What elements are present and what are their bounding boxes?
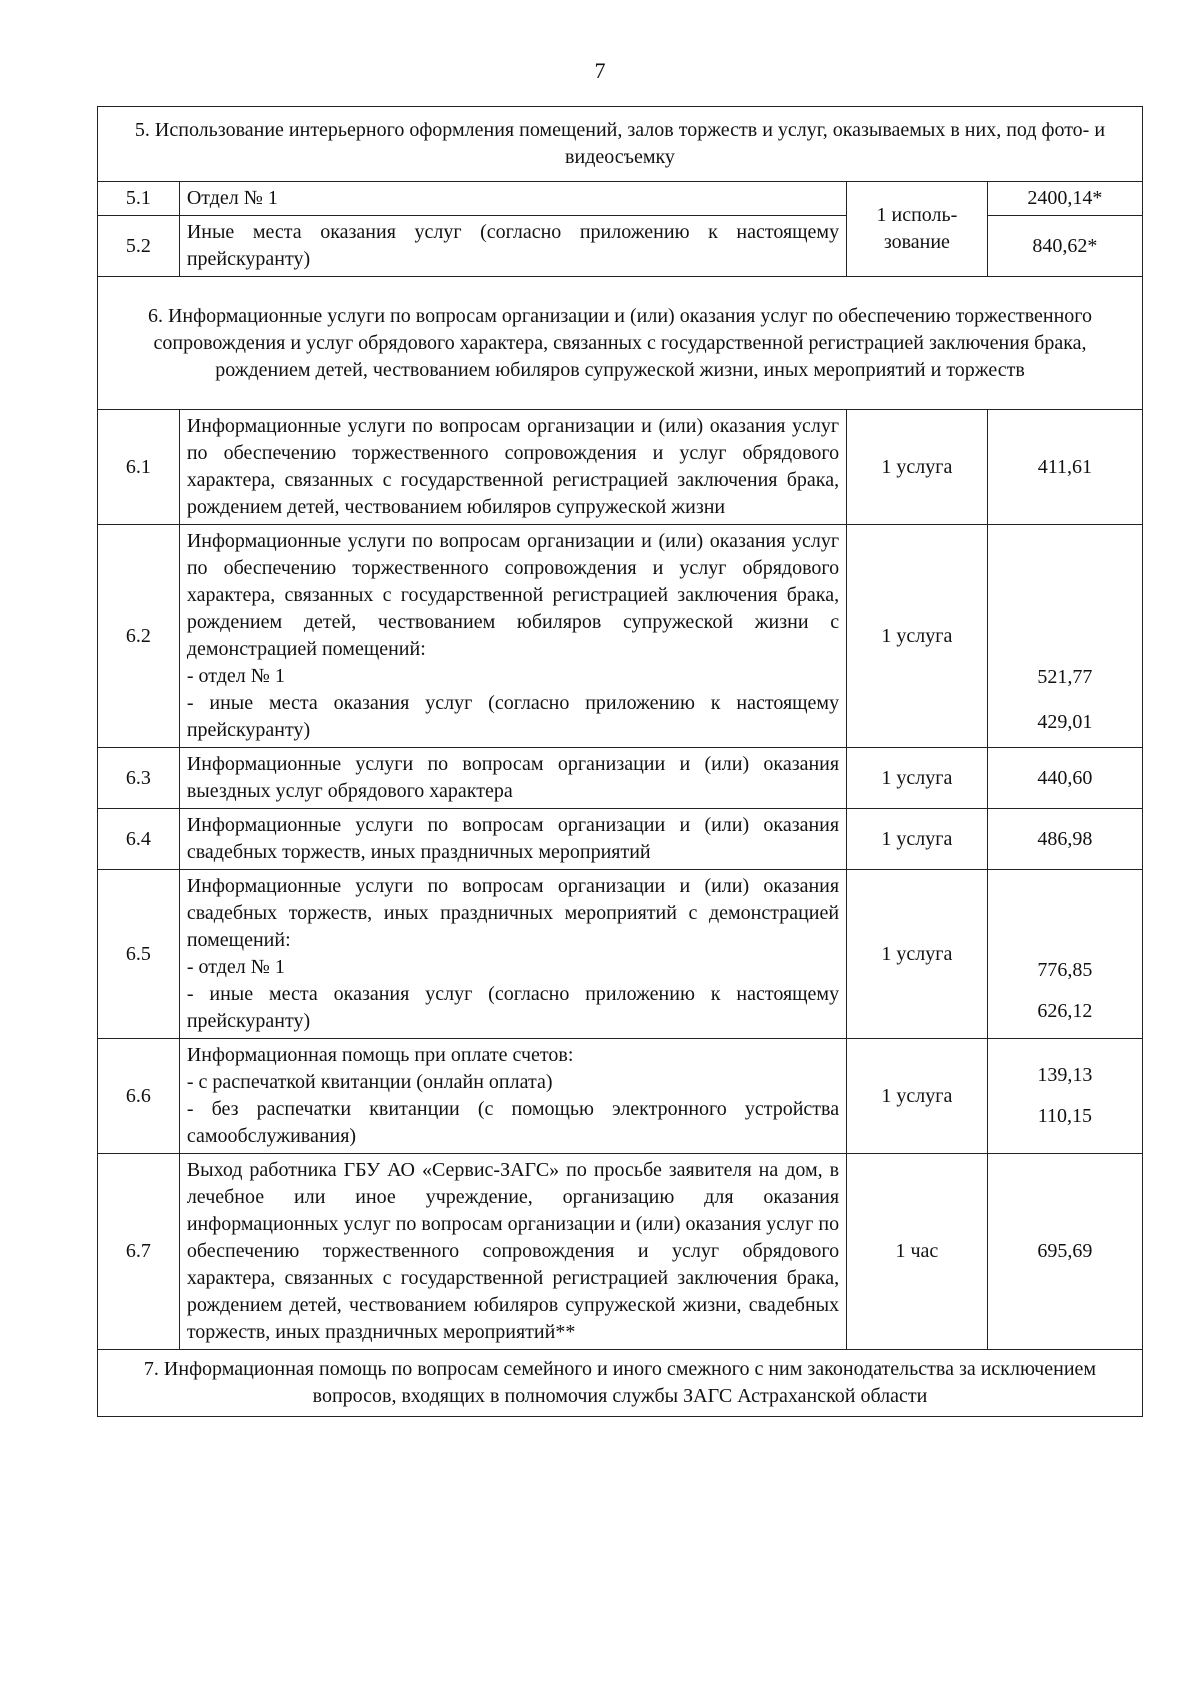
row-price-1: 776,85 [1037, 959, 1093, 981]
row-description: Выход работника ГБУ АО «Сервис-ЗАГС» по просьбе заявителя на дом, в лечебное или иное учреждение, организацию для оказания информационных услуг по вопросам организации и (или) оказания услуг по обеспечению торжественного сопровождения и услуг обрядового характера, связанных с государственной регистрацией заключения брака, рождением детей, чествованием юбиляров супружеской жизни, свадебных торжеств, иных праздничных мероприятий** [179, 1154, 846, 1350]
row-number: 6.5 [98, 870, 180, 1039]
row-description: Иные места оказания услуг (согласно приложению к настоящему прейскуранту) [179, 216, 846, 277]
table-row-6-2 [98, 525, 1143, 748]
row-description: Информационная помощь при оплате счетов: [186, 1044, 574, 1066]
table-row-5-1 [98, 182, 1143, 216]
row-number: 6.6 [98, 1039, 180, 1154]
table-row-6-7 [98, 1154, 1143, 1350]
table-row-6-1 [98, 410, 1143, 525]
row-price-block [987, 525, 1142, 748]
page-number: 7 [594, 58, 606, 83]
row-sub-item-1: - с распечаткой квитанции (онлайн оплата) [186, 1071, 553, 1093]
row-unit: 1 услуга [847, 525, 988, 748]
row-number: 6.1 [98, 410, 180, 525]
row-unit: 1 услуга [847, 870, 988, 1039]
row-price-block [987, 1039, 1142, 1154]
row-unit: 1 исполь-зование [847, 182, 988, 277]
section-5-header-row [98, 107, 1143, 182]
row-unit: 1 услуга [847, 748, 988, 809]
row-price-1: 139,13 [1037, 1064, 1093, 1086]
row-unit: 1 услуга [847, 1039, 988, 1154]
table-row-6-5 [98, 870, 1143, 1039]
row-description: Информационные услуги по вопросам организации и (или) оказания услуг по обеспечению торжественного сопровождения и услуг обрядового характера, связанных с государственной регистрацией заключения брака, рождением детей, чествованием юбиляров супружеской жизни с демонстрацией помещений: [186, 530, 840, 660]
row-number: 6.4 [98, 809, 180, 870]
section-7-header-row [98, 1350, 1143, 1417]
row-number: 6.7 [98, 1154, 180, 1350]
row-price-2: 626,12 [1037, 1000, 1093, 1022]
row-description: Информационные услуги по вопросам организации и (или) оказания свадебных торжеств, иных праздничных мероприятий [179, 809, 846, 870]
row-price: 2400,14* [987, 182, 1142, 216]
row-price-2: 110,15 [1037, 1105, 1092, 1127]
row-number: 6.3 [98, 748, 180, 809]
row-description: Информационные услуги по вопросам организации и (или) оказания свадебных торжеств, иных праздничных мероприятий с демонстрацией помещений: [186, 875, 840, 951]
table-row-6-4 [98, 809, 1143, 870]
row-description-block [179, 870, 846, 1039]
row-price: 411,61 [987, 410, 1142, 525]
row-price-1: 521,77 [1037, 666, 1093, 688]
section-7-title: 7. Информационная помощь по вопросам семейного и иного смежного с ним законодательства за исключением вопросов, входящих в полномочия службы ЗАГС Астраханской области [98, 1350, 1143, 1417]
section-5-title: 5. Использование интерьерного оформления помещений, залов торжеств и услуг, оказываемых в них, под фото- и видеосъемку [98, 107, 1143, 182]
row-description: Информационные услуги по вопросам организации и (или) оказания выездных услуг обрядового характера [179, 748, 846, 809]
section-6-title: 6. Информационные услуги по вопросам организации и (или) оказания услуг по обеспечению торжественного сопровождения и услуг обрядового характера, связанных с государственной регистрацией заключения брака, рождением детей, чествованием юбиляров супружеской жизни, иных мероприятий и торжеств [98, 277, 1143, 410]
row-sub-item-1: - отдел № 1 [186, 665, 285, 687]
section-6-header-row [98, 277, 1143, 410]
row-sub-item-1: - отдел № 1 [186, 956, 285, 978]
row-price-block [987, 870, 1142, 1039]
row-number: 5.2 [98, 216, 180, 277]
row-description-block [179, 525, 846, 748]
row-price: 440,60 [987, 748, 1142, 809]
price-list-table [97, 106, 1143, 1417]
row-unit: 1 час [847, 1154, 988, 1350]
row-description-block [179, 1039, 846, 1154]
row-description: Информационные услуги по вопросам организации и (или) оказания услуг по обеспечению торжественного сопровождения и услуг обрядового характера, связанных с государственной регистрацией заключения брака, рождением детей, чествованием юбиляров супружеской жизни [179, 410, 846, 525]
row-unit: 1 услуга [847, 410, 988, 525]
row-number: 5.1 [98, 182, 180, 216]
row-sub-item-2: - без распечатки квитанции (с помощью электронного устройства самообслуживания) [186, 1098, 840, 1147]
row-number: 6.2 [98, 525, 180, 748]
table-row-6-3 [98, 748, 1143, 809]
row-sub-item-2: - иные места оказания услуг (согласно приложению к настоящему прейскуранту) [186, 983, 840, 1032]
row-unit: 1 услуга [847, 809, 988, 870]
row-price: 695,69 [987, 1154, 1142, 1350]
row-sub-item-2: - иные места оказания услуг (согласно приложению к настоящему прейскуранту) [186, 692, 840, 741]
row-price-2: 429,01 [1037, 711, 1093, 733]
row-price: 840,62* [987, 216, 1142, 277]
row-price: 486,98 [987, 809, 1142, 870]
table-row-6-6 [98, 1039, 1143, 1154]
row-description: Отдел № 1 [179, 182, 846, 216]
